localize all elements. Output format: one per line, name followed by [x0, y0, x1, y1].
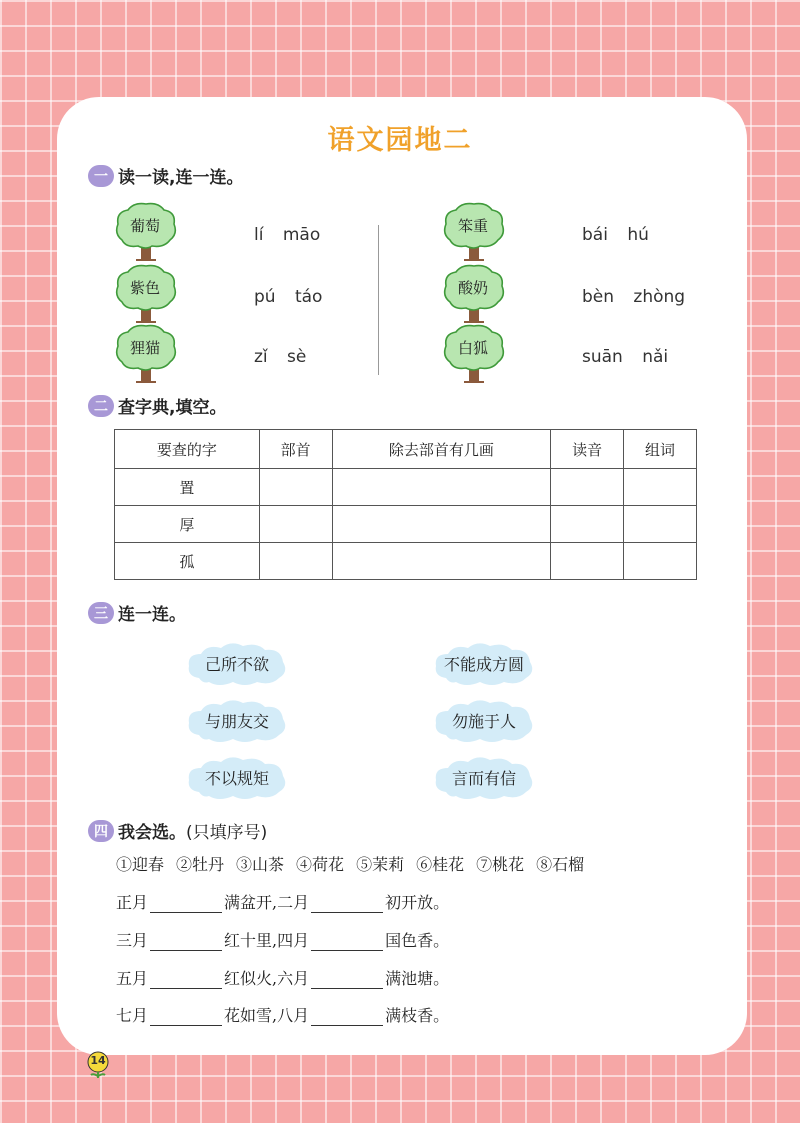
line-text: 满池塘。 [385, 969, 450, 988]
tree-word-card[interactable] [112, 200, 184, 264]
line-text: 满枝香。 [385, 1006, 450, 1025]
fill-line [116, 966, 449, 989]
answer-cell[interactable] [332, 506, 551, 543]
option-item: ⑦桃花 [476, 855, 525, 874]
section-4-heading [88, 818, 267, 843]
lookup-character: 厚 [115, 506, 260, 543]
phrase-text: 不能成方圆 [443, 655, 524, 674]
line-text: 国色香。 [385, 931, 450, 950]
line-text: 初开放。 [385, 893, 450, 912]
line-text: 正月 [116, 893, 149, 912]
answer-cell[interactable] [259, 543, 332, 580]
page-number-badge [87, 1051, 109, 1079]
table-header: 要查的字 [115, 430, 260, 469]
tree-word-card[interactable] [112, 322, 184, 386]
table-header: 除去部首有几画 [332, 430, 551, 469]
option-item: ⑧石榴 [536, 855, 585, 874]
table-row [115, 543, 697, 580]
line-text: 三月 [116, 931, 149, 950]
answer-blank[interactable] [150, 1007, 222, 1026]
answer-cell[interactable] [332, 543, 551, 580]
phrase-cloud[interactable] [185, 754, 289, 800]
table-header-row [115, 430, 697, 469]
answer-blank[interactable] [311, 1007, 383, 1026]
tree-word: 葡萄 [129, 217, 160, 235]
line-text: 七月 [116, 1006, 149, 1025]
answer-cell[interactable] [551, 543, 624, 580]
answer-cell[interactable] [259, 506, 332, 543]
pinyin-option[interactable]: bái hú [582, 225, 649, 245]
answer-blank[interactable] [150, 932, 222, 951]
phrase-text: 与朋友交 [204, 712, 269, 731]
phrase-cloud[interactable] [432, 640, 536, 686]
phrase-text: 不以规矩 [204, 769, 269, 788]
option-item: ⑥桂花 [416, 855, 465, 874]
answer-cell[interactable] [259, 469, 332, 506]
tree-word-card[interactable] [440, 200, 512, 264]
instruction-note: (只填序号) [186, 823, 268, 843]
answer-cell[interactable] [332, 469, 551, 506]
pinyin-option[interactable]: suān nǎi [582, 347, 669, 367]
phrase-cloud[interactable] [432, 697, 536, 743]
pinyin-option[interactable]: lí māo [254, 225, 321, 245]
tree-word: 笨重 [457, 217, 488, 235]
answer-blank[interactable] [150, 970, 222, 989]
section-instruction [118, 818, 267, 843]
option-item: ③山茶 [236, 855, 285, 874]
table-row [115, 506, 697, 543]
tree-word-card[interactable] [112, 262, 184, 326]
section-badge: 一 [88, 165, 114, 187]
page-number: 14 [90, 1054, 106, 1067]
line-text: 花如雪,八月 [224, 1006, 310, 1025]
answer-cell[interactable] [624, 543, 697, 580]
section-instruction: 查字典,填空。 [118, 398, 227, 418]
section-3-heading [88, 600, 186, 625]
option-item: ④荷花 [296, 855, 345, 874]
answer-blank[interactable] [311, 932, 383, 951]
table-header: 部首 [259, 430, 332, 469]
phrase-text: 己所不欲 [204, 655, 269, 674]
answer-blank[interactable] [311, 894, 383, 913]
instruction-text: 我会选。 [118, 823, 186, 843]
option-item: ①迎春 [116, 855, 165, 874]
answer-blank[interactable] [311, 970, 383, 989]
lookup-character: 孤 [115, 543, 260, 580]
table-header: 读音 [551, 430, 624, 469]
line-text: 红似火,六月 [224, 969, 310, 988]
pinyin-option[interactable]: bèn zhòng [582, 287, 686, 307]
tree-word: 酸奶 [457, 279, 488, 297]
answer-cell[interactable] [551, 506, 624, 543]
phrase-text: 言而有信 [451, 769, 516, 788]
section-badge: 四 [88, 820, 114, 842]
option-item: ⑤茉莉 [356, 855, 405, 874]
column-divider [378, 225, 379, 375]
line-text: 五月 [116, 969, 149, 988]
pinyin-option[interactable]: zǐ sè [254, 347, 307, 367]
table-row [115, 469, 697, 506]
section-instruction: 连一连。 [118, 605, 186, 625]
phrase-cloud[interactable] [432, 754, 536, 800]
table-header: 组词 [624, 430, 697, 469]
line-text: 红十里,四月 [224, 931, 310, 950]
tree-word-card[interactable] [440, 262, 512, 326]
answer-cell[interactable] [551, 469, 624, 506]
fill-line [116, 890, 449, 913]
line-text: 满盆开,二月 [224, 893, 310, 912]
section-1-heading [88, 163, 243, 188]
fill-line [116, 928, 449, 951]
answer-blank[interactable] [150, 894, 222, 913]
tree-word: 白狐 [457, 339, 488, 357]
lookup-character: 置 [115, 469, 260, 506]
phrase-cloud[interactable] [185, 697, 289, 743]
dictionary-table [114, 429, 697, 580]
flower-options [116, 852, 584, 875]
phrase-text: 勿施于人 [451, 712, 516, 731]
answer-cell[interactable] [624, 469, 697, 506]
phrase-cloud[interactable] [185, 640, 289, 686]
fill-line [116, 1003, 449, 1026]
section-instruction: 读一读,连一连。 [118, 168, 244, 188]
section-badge: 二 [88, 395, 114, 417]
answer-cell[interactable] [624, 506, 697, 543]
page-title: 语文园地二 [327, 125, 473, 156]
pinyin-option[interactable]: pú táo [254, 287, 323, 307]
option-item: ②牡丹 [176, 855, 225, 874]
section-badge: 三 [88, 602, 114, 624]
tree-word: 紫色 [129, 279, 160, 297]
tree-word-card[interactable] [440, 322, 512, 386]
tree-word: 狸猫 [129, 339, 160, 357]
section-2-heading [88, 393, 226, 418]
